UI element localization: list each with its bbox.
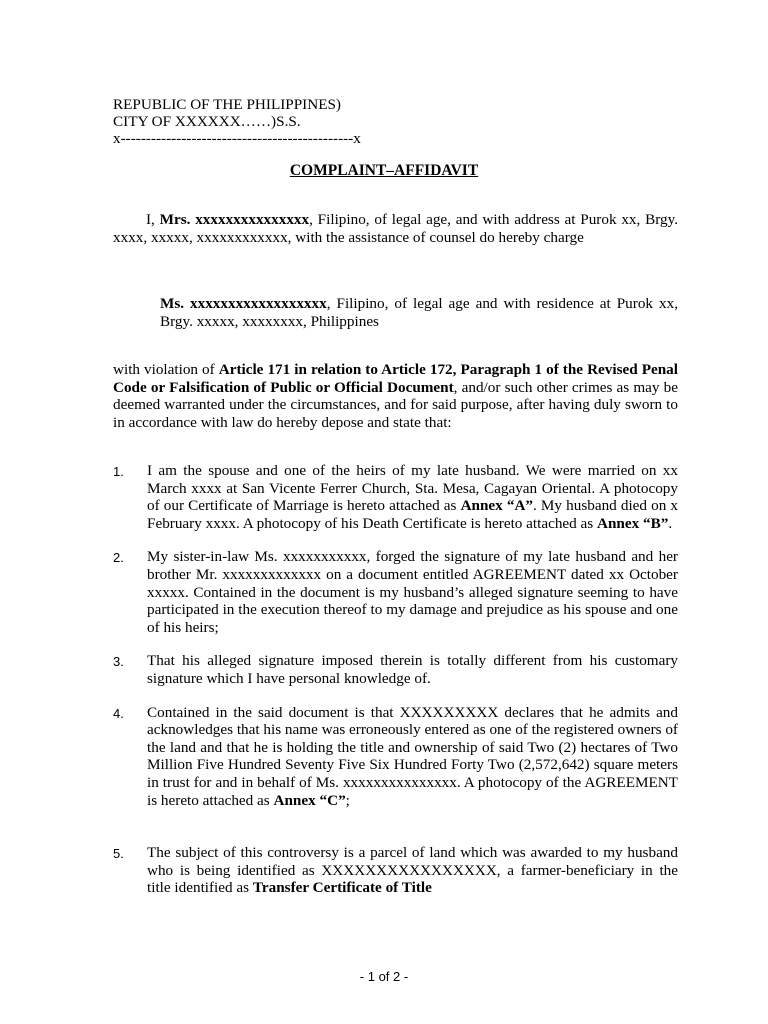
respondent-paragraph xyxy=(160,295,678,330)
intro-text-c: , Filipino, of legal age, and with address at Purok xx, Brgy. xxxx, xxxxx, xxxxxxxxxxxx, with the assistance of counsel do hereby charge xyxy=(113,211,678,246)
item-text: I am the spouse and one of the heirs of my late husband. We were married on xx March xxxx at San Vicente Ferrer Church, Sta. Mesa, Cagayan Oriental. A photocopy of our Certificate of Marriage is hereto attached as xyxy=(147,462,678,515)
annex-label: Annex “B” xyxy=(597,514,669,532)
item-number: 1. xyxy=(113,464,124,479)
caption-separator: x----------------------------------------------x xyxy=(113,130,361,147)
violation-paragraph xyxy=(113,361,678,431)
item-number: 2. xyxy=(113,550,124,566)
respondent-details: , Filipino, of legal age and with residence at Purok xx, Brgy. xxxxx, xxxxxxxx, Philippines xyxy=(160,295,678,330)
item-number: 5. xyxy=(113,846,124,862)
venue-caption xyxy=(113,96,361,147)
document-title: COMPLAINT–AFFIDAVIT xyxy=(289,162,479,179)
respondent-name: Ms. xxxxxxxxxxxxxxxxxx xyxy=(160,295,327,312)
annex-label: Annex “A” xyxy=(460,497,534,515)
list-item xyxy=(113,548,678,636)
item-text: The subject of this controversy is a parcel of land which was awarded to my husband who is being identified as XXXXXXXXXXXXXXXX, a farmer-beneficiary in the title identified as xyxy=(147,844,678,897)
numbered-allegations xyxy=(113,462,678,897)
item-text: That his alleged signature imposed therein is totally different from his customary signature which I have personal knowledge of. xyxy=(147,652,678,687)
caption-city: CITY OF XXXXXX……)S.S. xyxy=(113,113,301,130)
list-item xyxy=(113,844,678,897)
item-number: 4. xyxy=(113,705,124,721)
complainant-name: Mrs. xxxxxxxxxxxxxxx xyxy=(159,211,310,228)
caption-republic: REPUBLIC OF THE PHILIPPINES) xyxy=(113,96,341,113)
intro-text-a: I, xyxy=(146,211,160,228)
violation-text-c: , and/or such other crimes as may be deemed warranted under the circumstances, and for said purpose, after having duly sworn to in accordance with law do hereby depose and state that: xyxy=(113,378,678,431)
page-number: - 1 of 2 - xyxy=(359,969,409,984)
item-text: . xyxy=(668,514,673,532)
item-text: My sister-in-law Ms. xxxxxxxxxxx, forged the signature of my late husband and her brother Mr. xxxxxxxxxxxxx on a document entitled AGREEMENT dated xx October xxxxx. Contained in the document is my husband’s alleged signature seeming to have participated in the execution thereof to my damage and prejudice as his spouse and one of his heirs; xyxy=(147,548,678,636)
annex-label: Annex “C” xyxy=(273,791,346,809)
violation-law: Article 171 in relation to Article 172, Paragraph 1 of the Revised Penal Code or Falsification of Public or Official Document xyxy=(113,361,679,396)
title-reference: Transfer Certificate of Title xyxy=(252,879,432,897)
item-text: Contained in the said document is that XXXXXXXXX declares that he admits and acknowledges that his name was erroneously entered as one of the registered owners of the land and that he is holding the title and ownership of said Two (2) hectares of Two Million Five Hundred Seventy Five Six Hundred Forty Two (2,572,642) square meters in trust for and in behalf of Ms. xxxxxxxxxxxxxxx. A photocopy of the AGREEMENT is hereto attached as xyxy=(147,703,678,809)
intro-paragraph xyxy=(113,211,678,246)
list-item xyxy=(113,652,678,687)
item-text: ; xyxy=(345,791,350,809)
list-item xyxy=(113,704,678,810)
list-item xyxy=(113,462,678,532)
item-number: 3. xyxy=(113,654,124,670)
item-text: . My husband died on x February xxxx. A photocopy of his Death Certificate is hereto attached as xyxy=(147,497,679,532)
violation-text-a: with violation of xyxy=(113,361,219,378)
